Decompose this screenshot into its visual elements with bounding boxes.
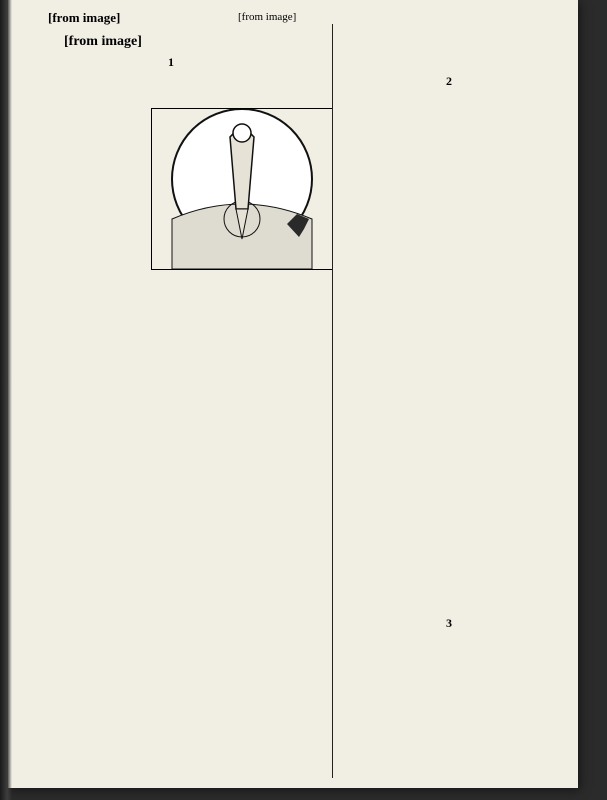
page-root bbox=[8, 0, 578, 788]
column-rule bbox=[332, 24, 333, 778]
creation-illustration bbox=[151, 108, 333, 270]
chapter-number-2: 2 bbox=[446, 74, 452, 88]
creation-illustration-svg bbox=[152, 109, 332, 269]
running-head: [from image] bbox=[238, 11, 297, 23]
page-curl bbox=[0, 0, 12, 800]
chapter-number-3: 3 bbox=[446, 616, 452, 630]
book-title: [from image] bbox=[64, 34, 142, 49]
page bbox=[8, 0, 578, 788]
chapter-number-1: 1 bbox=[168, 55, 174, 69]
section-header: [from image] bbox=[48, 10, 121, 25]
